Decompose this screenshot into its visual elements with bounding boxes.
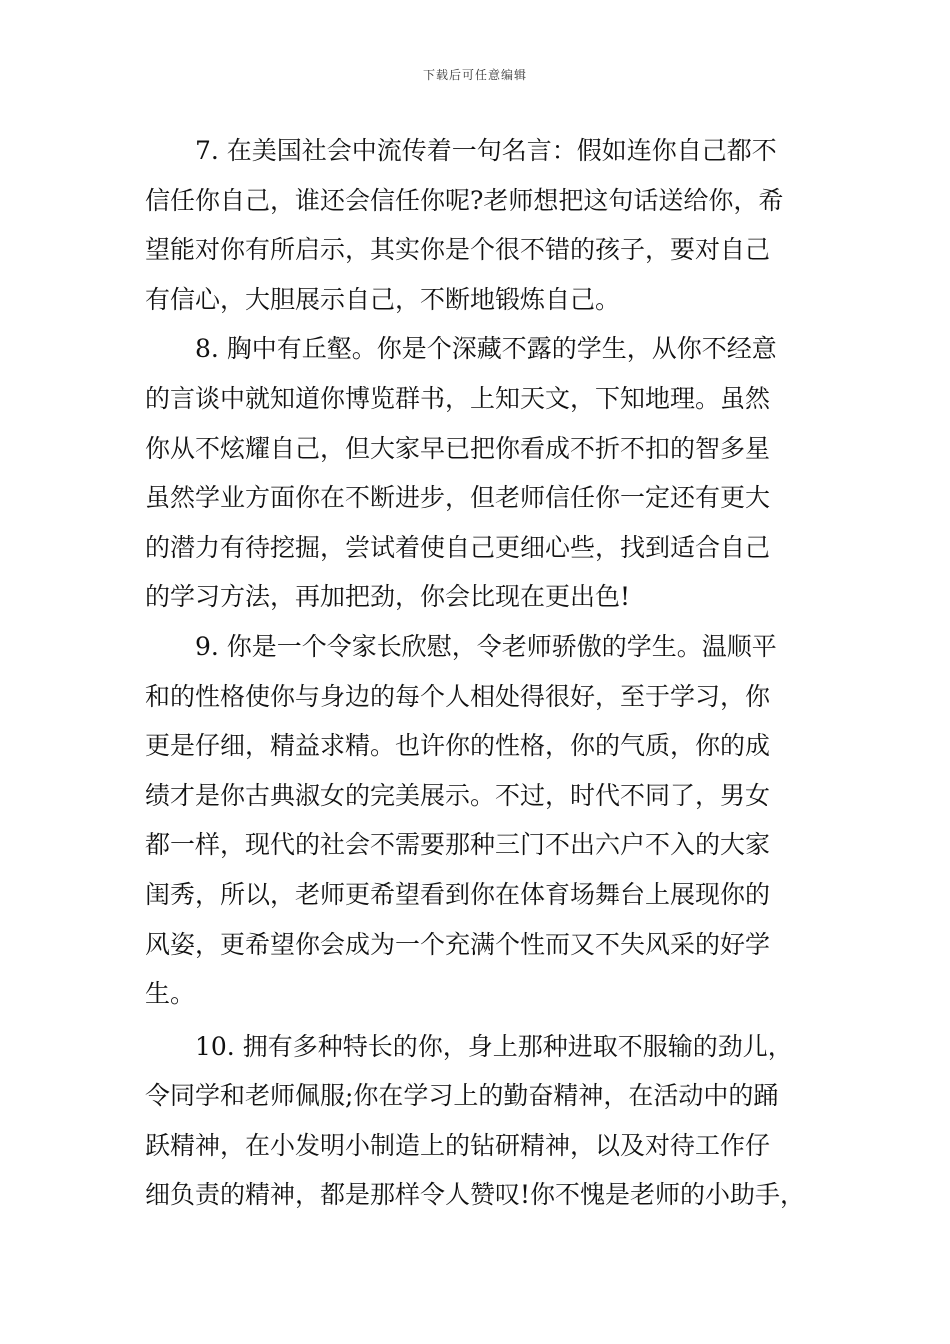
document-body [145,126,811,1220]
paragraph-line: 信任你自己，谁还会信任你呢?老师想把这句话送给你，希 [145,185,784,215]
paragraph-line: 令同学和老师佩服;你在学习上的勤奋精神，在活动中的踊 [145,1081,779,1111]
paragraph-line: 7. 在美国社会中流传着一句名言：假如连你自己都不 [195,136,777,165]
paragraph-line: 8. 胸中有丘壑。你是个深藏不露的学生，从你不经意 [195,334,777,364]
paragraph-10 [145,1022,811,1220]
paragraph-line: 生。 [145,979,196,1009]
paragraph-9 [145,622,811,1019]
paragraph-line: 有信心，大胆展示自己，不断地锻炼自己。 [145,284,621,314]
paragraph-line: 风姿，更希望你会成为一个充满个性而又不失风采的好学 [145,929,771,959]
paragraph-line: 你从不炫耀自己，但大家早已把你看成不折不扣的智多星 [145,433,771,463]
paragraph-line: 绩才是你古典淑女的完美展示。不过，时代不同了，男女 [145,780,771,810]
paragraph-8 [145,324,811,622]
paragraph-line: 的学习方法，再加把劲，你会比现在更出色! [145,582,631,612]
paragraph-line: 的潜力有待挖掘，尝试着使自己更细心些，找到适合自己 [145,532,771,562]
paragraph-line: 9. 你是一个令家长欣慰，令老师骄傲的学生。温顺平 [195,631,777,661]
paragraph-line: 都一样，现代的社会不需要那种三门不出六户不入的大家 [145,830,771,860]
paragraph-line: 10. 拥有多种特长的你，身上那种进取不服输的劲儿， [195,1031,793,1061]
paragraph-line: 更是仔细，精益求精。也许你的性格，你的气质，你的成 [145,731,771,761]
paragraph-line: 跃精神，在小发明小制造上的钻研精神，以及对待工作仔 [145,1130,771,1160]
page-header: 下载后可任意编辑 [422,68,527,82]
paragraph-line: 细负责的精神，都是那样令人赞叹!你不愧是老师的小助手， [145,1180,806,1210]
paragraph-line: 的言谈中就知道你博览群书，上知天文，下知地理。虽然 [145,383,771,413]
paragraph-line: 望能对你有所启示，其实你是个很不错的孩子，要对自己 [145,235,771,265]
paragraph-7 [145,126,811,324]
paragraph-line: 虽然学业方面你在不断进步，但老师信任你一定还有更大 [145,483,771,513]
paragraph-line: 闺秀，所以，老师更希望看到你在体育场舞台上展现你的 [145,879,771,909]
paragraph-line: 和的性格使你与身边的每个人相处得很好，至于学习，你 [145,681,771,711]
